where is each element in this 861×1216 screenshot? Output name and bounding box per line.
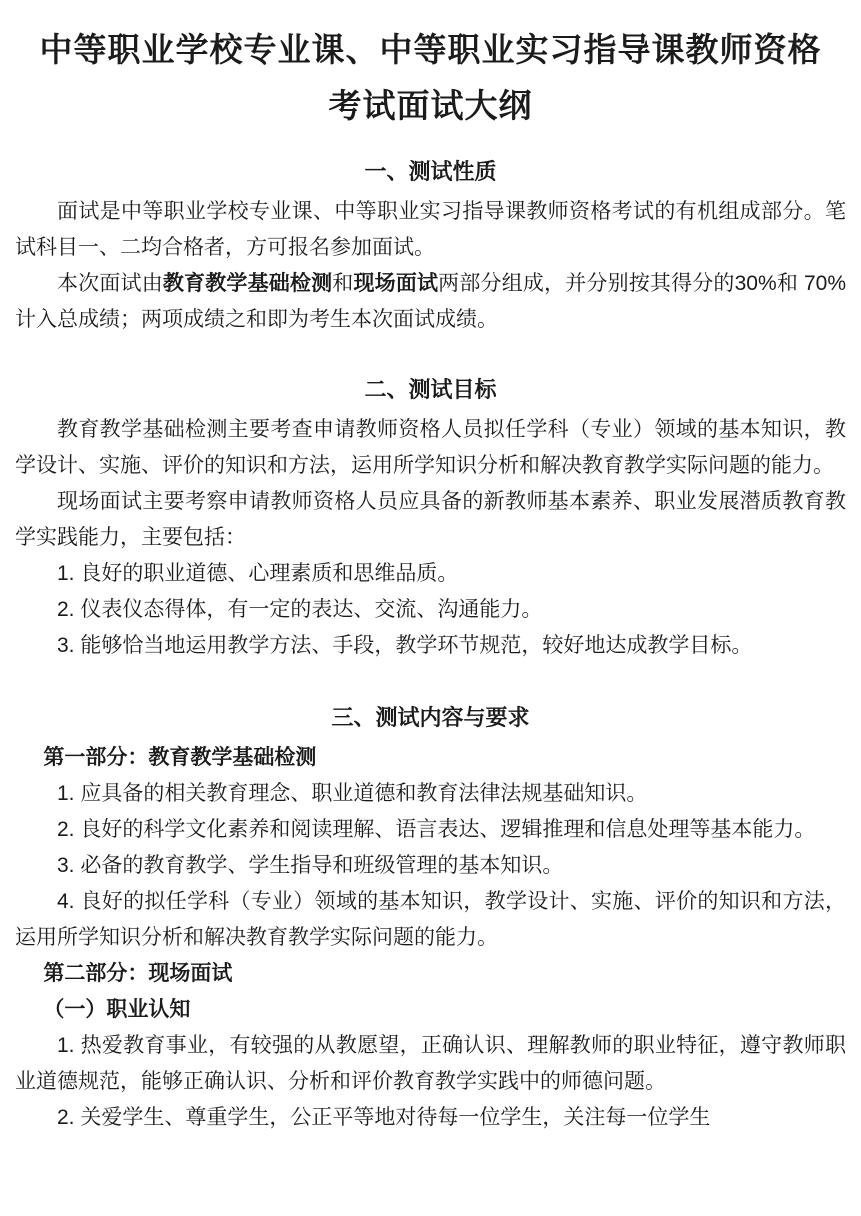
list-item: 3. 必备的教育教学、学生指导和班级管理的基本知识。 bbox=[57, 854, 564, 877]
list-item: 1. 应具备的相关教育理念、职业道德和教育法律法规基础知识。 bbox=[57, 782, 648, 805]
bold-term-onsite-interview: 现场面试 bbox=[353, 272, 439, 295]
paragraph-test-nature-2 bbox=[15, 266, 846, 338]
part-1-heading: 第一部分：教育教学基础检测 bbox=[43, 746, 317, 769]
bold-term-basic-assessment: 教育教学基础检测 bbox=[162, 272, 333, 295]
paragraph-test-nature-1: 面试是中等职业学校专业课、中等职业实习指导课教师资格考试的有机组成部分。笔试科目一、二均合格者，方可报名参加面试。 bbox=[15, 200, 846, 259]
list-item: 2. 良好的科学文化素养和阅读理解、语言表达、逻辑推理和信息处理等基本能力。 bbox=[57, 818, 816, 841]
list-item: 2. 仪表仪态得体，有一定的表达、交流、沟通能力。 bbox=[57, 598, 543, 621]
text-run: 和 bbox=[332, 272, 354, 295]
paragraph-objectives-2: 现场面试主要考察申请教师资格人员应具备的新教师基本素养、职业发展潜质教育教学实践能力，主要包括： bbox=[15, 490, 846, 549]
section-heading-test-nature: 一、测试性质 bbox=[364, 159, 497, 184]
section-heading-test-content: 三、测试内容与要求 bbox=[331, 705, 530, 730]
part-2-heading: 第二部分：现场面试 bbox=[43, 962, 233, 985]
list-item: 1. 热爱教育事业，有较强的从教愿望，正确认识、理解教师的职业特征，遵守教师职业道德规范，能够正确认识、分析和评价教育教学实践中的师德问题。 bbox=[15, 1034, 846, 1093]
section-heading-test-objectives: 二、测试目标 bbox=[364, 377, 497, 402]
document-title-line-2: 考试面试大纲 bbox=[328, 87, 533, 124]
list-item: 4. 良好的拟任学科（专业）领域的基本知识，教学设计、实施、评价的知识和方法，运用所学知识分析和解决教育教学实际问题的能力。 bbox=[15, 890, 846, 949]
text-run: 本次面试由 bbox=[57, 272, 163, 295]
paragraph-objectives-1: 教育教学基础检测主要考查申请教师资格人员拟任学科（专业）领域的基本知识，教学设计、实施、评价的知识和方法，运用所学知识分析和解决教育教学实际问题的能力。 bbox=[15, 418, 846, 477]
subsection-heading-professional-cognition: （一）职业认知 bbox=[43, 998, 191, 1021]
list-item: 1. 良好的职业道德、心理素质和思维品质。 bbox=[57, 562, 459, 585]
document-title-line-1: 中等职业学校专业课、中等职业实习指导课教师资格 bbox=[39, 31, 822, 68]
text-run: 两部分组成，并分别按其得分的30%和 70%计入总成绩；两项成绩之和即为考生本次面试成绩。 bbox=[15, 272, 847, 331]
list-item: 3. 能够恰当地运用教学方法、手段，教学环节规范，较好地达成教学目标。 bbox=[57, 634, 753, 657]
list-item: 2. 关爱学生、尊重学生，公正平等地对待每一位学生，关注每一位学生 bbox=[57, 1106, 711, 1129]
